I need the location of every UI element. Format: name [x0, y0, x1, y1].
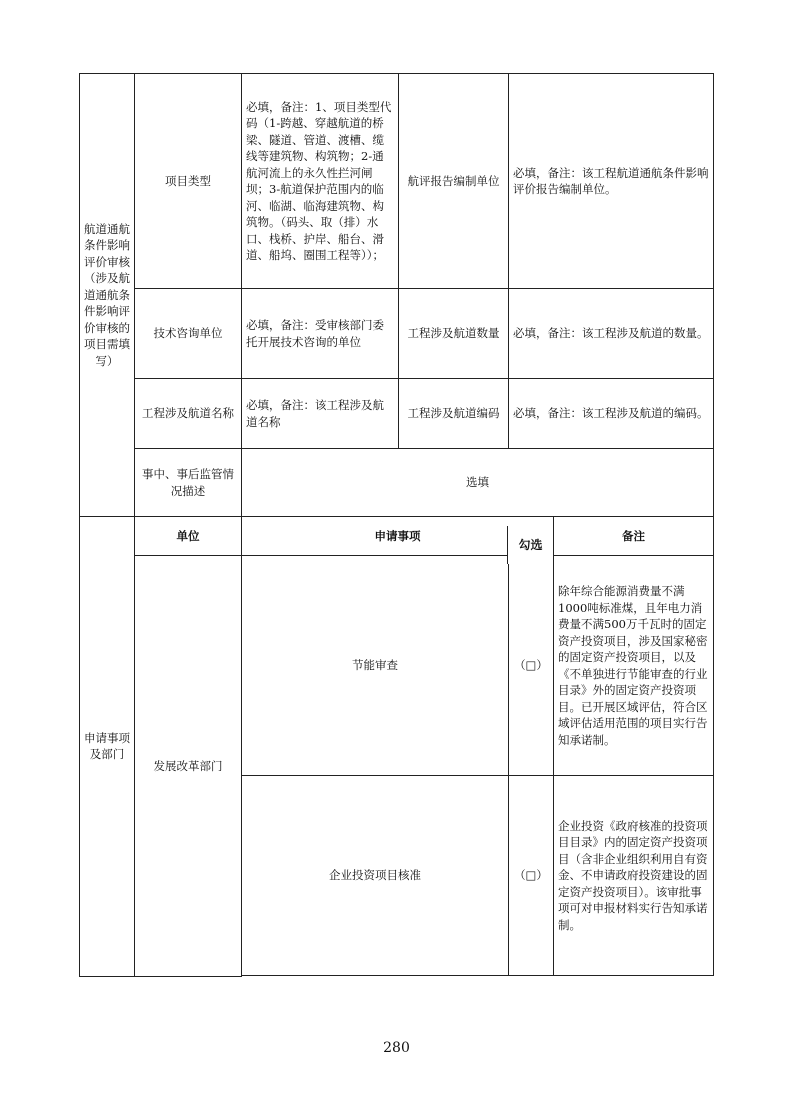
page-number: 280 — [383, 1040, 410, 1056]
header-remark: 备注 — [622, 528, 645, 543]
note-channel-code[interactable]: 必填，备注：该工程涉及航道的编码。 — [509, 379, 714, 449]
item-energy-review: 节能审查 — [242, 556, 509, 776]
note-channel-count[interactable]: 必填，备注：该工程涉及航道的数量。 — [509, 289, 714, 379]
note-project-type[interactable]: 必填，备注：1、项目类型代码（1-跨越、穿越航道的桥梁、隧道、管道、渡槽、缆线等建筑物、构筑物；2-通航河流上的永久性拦河闸坝；3-航道保护范围内的临河、临湖、临海建筑物、构筑物。（码头、取（排）水口、栈桥、护岸、船台、滑道、船坞、圈围工程等））； — [242, 74, 399, 289]
form-row-consult-unit — [80, 289, 714, 379]
checkbox-energy-review[interactable]: （□） — [509, 556, 554, 776]
section-title-apply: 申请事项及部门 — [80, 517, 135, 977]
checkbox-investment-approval[interactable]: （□） — [509, 776, 554, 976]
label-report-unit: 航评报告编制单位 — [399, 74, 509, 289]
apply-header-row — [80, 517, 714, 556]
dept-name: 发展改革部门 — [135, 556, 242, 977]
header-unit: 单位 — [135, 517, 242, 556]
note-consult-unit[interactable]: 必填，备注：受审核部门委托开展技术咨询的单位 — [242, 289, 399, 379]
value-supervision[interactable]: 选填 — [242, 449, 714, 517]
note-report-unit[interactable]: 必填，备注：该工程航道通航条件影响评价报告编制单位。 — [509, 74, 714, 289]
remark-energy-review: 除年综合能源消费量不满1000吨标准煤，且年电力消费量不满500万千瓦时的固定资产投资项目，涉及国家秘密的固定资产投资项目，以及《不单独进行节能审查的行业目录》外的固定资产投资项目。已开展区域评估，符合区域评估适用范围的项目实行告知承诺制。 — [554, 556, 714, 776]
item-investment-approval: 企业投资项目核准 — [242, 776, 509, 976]
header-check-remark — [554, 517, 714, 556]
form-row-channel-name — [80, 379, 714, 449]
header-check: 勾选 — [507, 526, 554, 564]
section-title-navigation: 航道通航条件影响评价审核（涉及航道通航条件影响评价审核的项目需填写） — [80, 74, 135, 517]
apply-row-energy — [80, 556, 714, 776]
form-row-project-type — [80, 74, 714, 289]
form-row-supervision — [80, 449, 714, 517]
label-supervision: 事中、事后监管情况描述 — [135, 449, 242, 517]
label-project-type: 项目类型 — [135, 74, 242, 289]
header-item: 申请事项 — [242, 517, 554, 556]
label-channel-code: 工程涉及航道编码 — [399, 379, 509, 449]
label-channel-name: 工程涉及航道名称 — [135, 379, 242, 449]
label-channel-count: 工程涉及航道数量 — [399, 289, 509, 379]
application-form-table — [79, 73, 714, 977]
note-channel-name[interactable]: 必填，备注：该工程涉及航道名称 — [242, 379, 399, 449]
label-consult-unit: 技术咨询单位 — [135, 289, 242, 379]
spacer-cell — [242, 976, 714, 977]
remark-investment-approval: 企业投资《政府核准的投资项目目录》内的固定资产投资项目（含非企业组织利用自有资金、不申请政府投资建设的固定资产投资项目）。该审批事项可对申报材料实行告知承诺制。 — [554, 776, 714, 976]
